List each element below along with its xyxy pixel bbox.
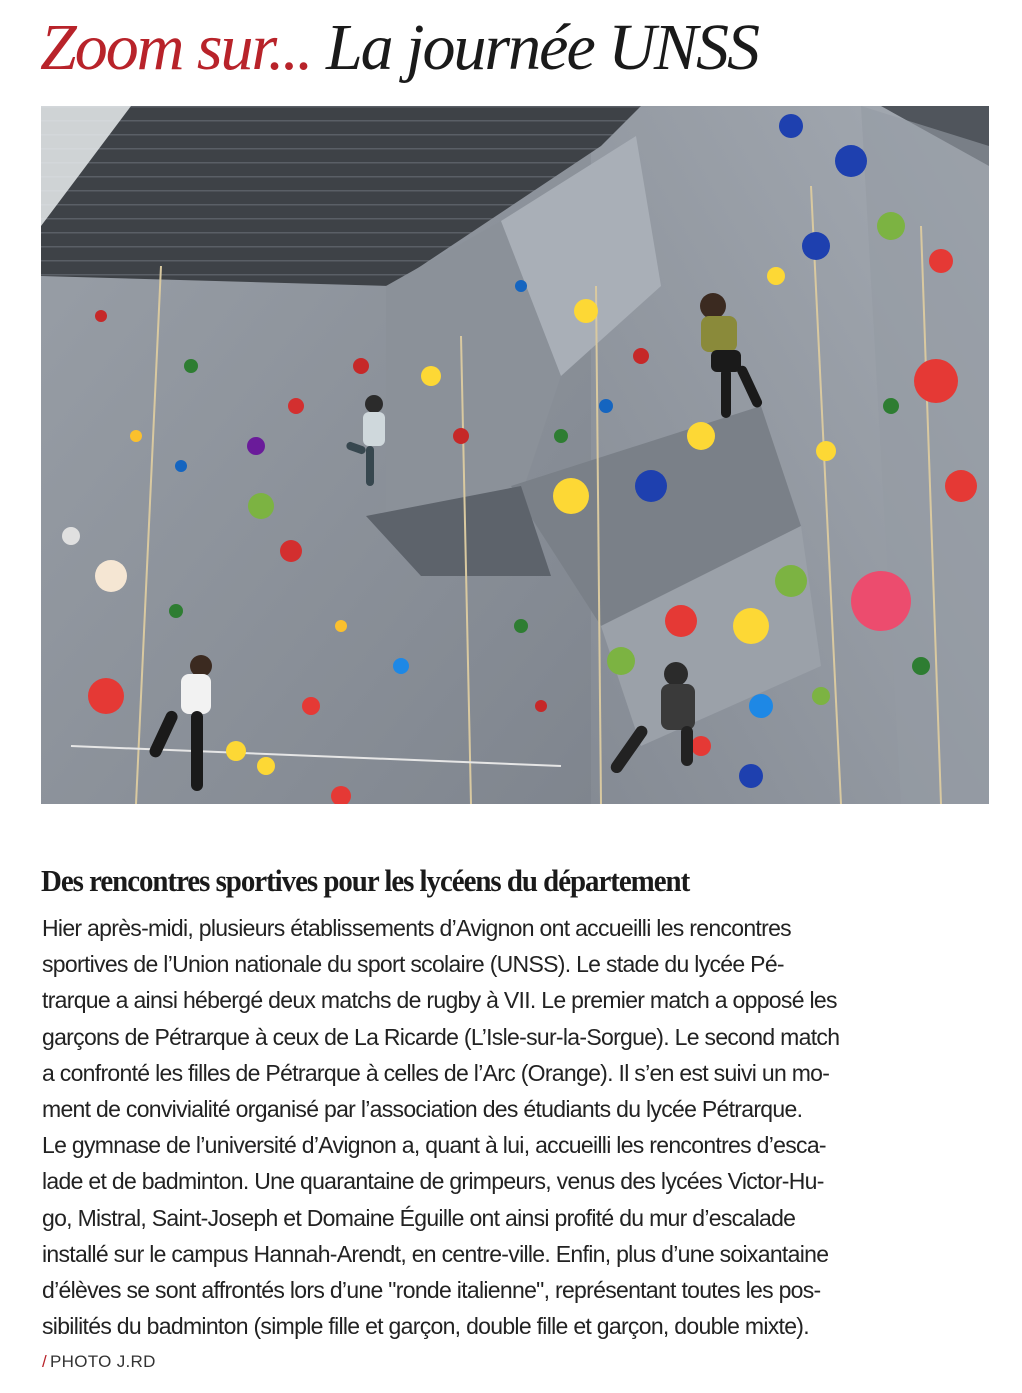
body-line: a confronté les filles de Pétrarque à celles de l’Arc (Orange). Il s’en est suivi un mo- <box>42 1059 830 1086</box>
body-line: d’élèves se sont affrontés lors d’une "ronde italienne", représentant toutes les pos- <box>42 1277 821 1304</box>
photo-credit <box>42 1350 156 1374</box>
body-line: Hier après-midi, plusieurs établissements d’Avignon ont accueilli les rencontres <box>42 915 791 941</box>
body-line: trarque a ainsi hébergé deux matchs de rugby à VII. Le premier match a opposé les <box>42 987 837 1014</box>
article-title <box>40 6 758 90</box>
body-line: ment de convivialité organisé par l’association des étudiants du lycée Pétrarque. <box>42 1096 803 1123</box>
body-line: lade et de badminton. Une quarantaine de grimpeurs, venus des lycées Victor-Hu- <box>42 1168 824 1195</box>
body-line: installé sur le campus Hannah-Arendt, en centre-ville. Enfin, plus d’une soixantaine <box>42 1240 829 1267</box>
credit-text: PHOTO J.RD <box>50 1352 156 1371</box>
body-line: garçons de Pétrarque à ceux de La Ricarde (L’Isle-sur-la-Sorgue). Le second match <box>42 1023 840 1050</box>
climbing-wall-illustration <box>41 106 989 804</box>
body-line: go, Mistral, Saint-Joseph et Domaine Éguille ont ainsi profité du mur d’escalade <box>42 1204 796 1231</box>
body-line: Le gymnase de l’université d’Avignon a, quant à lui, accueilli les rencontres d’esca- <box>42 1132 826 1159</box>
article-body <box>42 910 992 1344</box>
title-main: La journée UNSS <box>325 11 758 84</box>
climbing-wall-photo <box>41 106 989 804</box>
credit-slash: / <box>42 1352 48 1371</box>
body-line: sibilités du badminton (simple fille et garçon, double fille et garçon, double mixte). <box>42 1313 809 1340</box>
body-line: sportives de l’Union nationale du sport scolaire (UNSS). Le stade du lycée Pé- <box>42 951 784 978</box>
title-kicker: Zoom sur... <box>40 11 312 84</box>
article-headline: Des rencontres sportives pour les lycéens du département <box>41 863 690 898</box>
